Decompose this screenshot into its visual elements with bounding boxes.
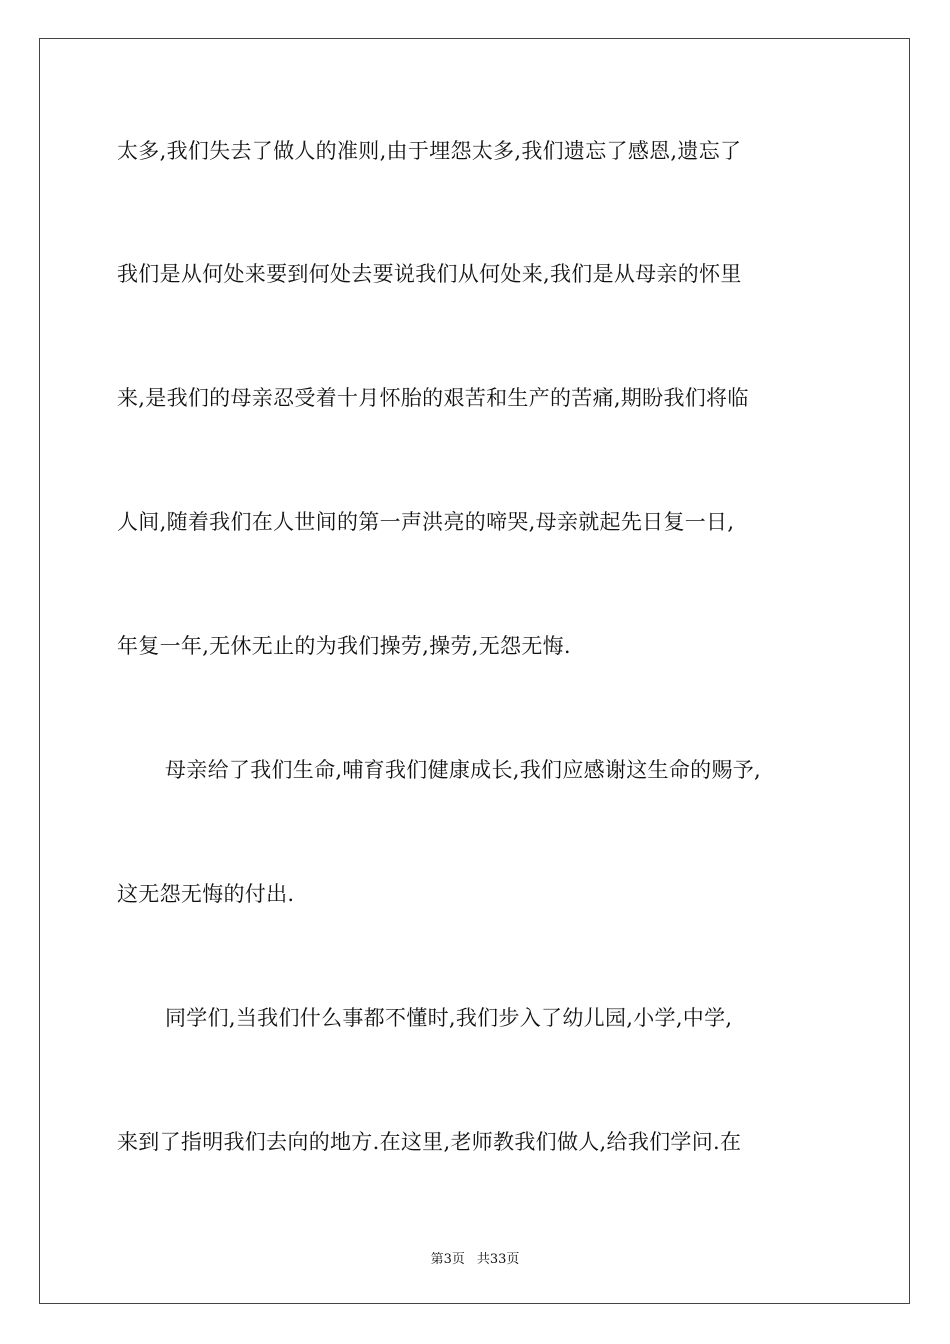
total-pages: 共33页 [476, 1252, 520, 1267]
text-line: 我们是从何处来要到何处去要说我们从何处来,我们是从母亲的怀里 [117, 262, 742, 286]
text-line: 太多,我们失去了做人的准则,由于埋怨太多,我们遗忘了感恩,遗忘了 [117, 139, 742, 163]
text-line: 来,是我们的母亲忍受着十月怀胎的艰苦和生产的苦痛,期盼我们将临 [117, 386, 749, 410]
page-border [39, 38, 910, 1304]
page-number: 第3页 [430, 1252, 465, 1267]
text-line: 这无怨无悔的付出. [117, 882, 295, 906]
text-line: 年复一年,无休无止的为我们操劳,操劳,无怨无悔. [117, 634, 571, 658]
text-line: 人间,随着我们在人世间的第一声洪亮的啼哭,母亲就起先日复一日, [117, 510, 735, 534]
paragraph-start-line: 母亲给了我们生命,哺育我们健康成长,我们应感谢这生命的赐予, [165, 758, 762, 782]
paragraph-start-line: 同学们,当我们什么事都不懂时,我们步入了幼儿园,小学,中学, [165, 1006, 733, 1030]
text-line: 来到了指明我们去向的地方.在这里,老师教我们做人,给我们学问.在 [117, 1130, 742, 1154]
page-footer [0, 1248, 950, 1267]
